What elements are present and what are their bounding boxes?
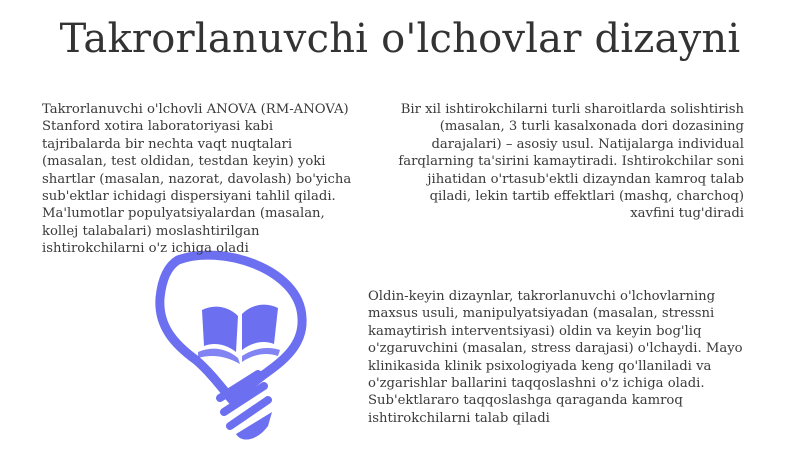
lightbulb-book-icon	[150, 248, 310, 448]
right-paragraph: Bir xil ishtirokchilarni turli sharoitlarda solishtirish (masalan, 3 turli kasalxonada dori dozasining darajalari) – asosiy usul. Natijalarga individual farqlarning ta'sirini kamaytiradi. Ishtirokchilar soni jihatidan o'rtasub'ektli dizayndan kamroq talab qiladi, lekin tartib effektlari (mashq, charchoq) xavfini tug'diradi	[398, 102, 744, 222]
left-paragraph: Takrorlanuvchi o'lchovli ANOVA (RM-ANOVA) Stanford xotira laboratoriyasi kabi tajribalarda bir nechta vaqt nuqtalari (masalan, test oldidan, testdan keyin) yoki shartlar (masalan, nazorat, davolash) bo'yicha sub'ektlar ichidagi dispersiyani tahlil qiladi. Ma'lumotlar populyatsiyalardan (masalan, kollej talabalari) moslashtirilgan ishtirokchilarni o'z ichiga oladi	[42, 102, 352, 257]
page-title: Takrorlanuvchi o'lchovlar dizayni	[59, 16, 741, 62]
bottom-paragraph: Oldin-keyin dizaynlar, takrorlanuvchi o'lchovlarning maxsus usuli, manipulyatsiyadan (masalan, stressni kamaytirish interventsiyasi) oldin va keyin bog'liq o'zgaruvchini (masalan, stress darajasi) o'lchaydi. Mayo klinikasida klinik psixologiyada keng qo'llaniladi va o'zgarishlar ballarini taqqoslashni o'z ichiga oladi. Sub'ektlararo taqqoslashga qaraganda kamroq ishtirokchilarni talab qiladi	[368, 289, 743, 426]
